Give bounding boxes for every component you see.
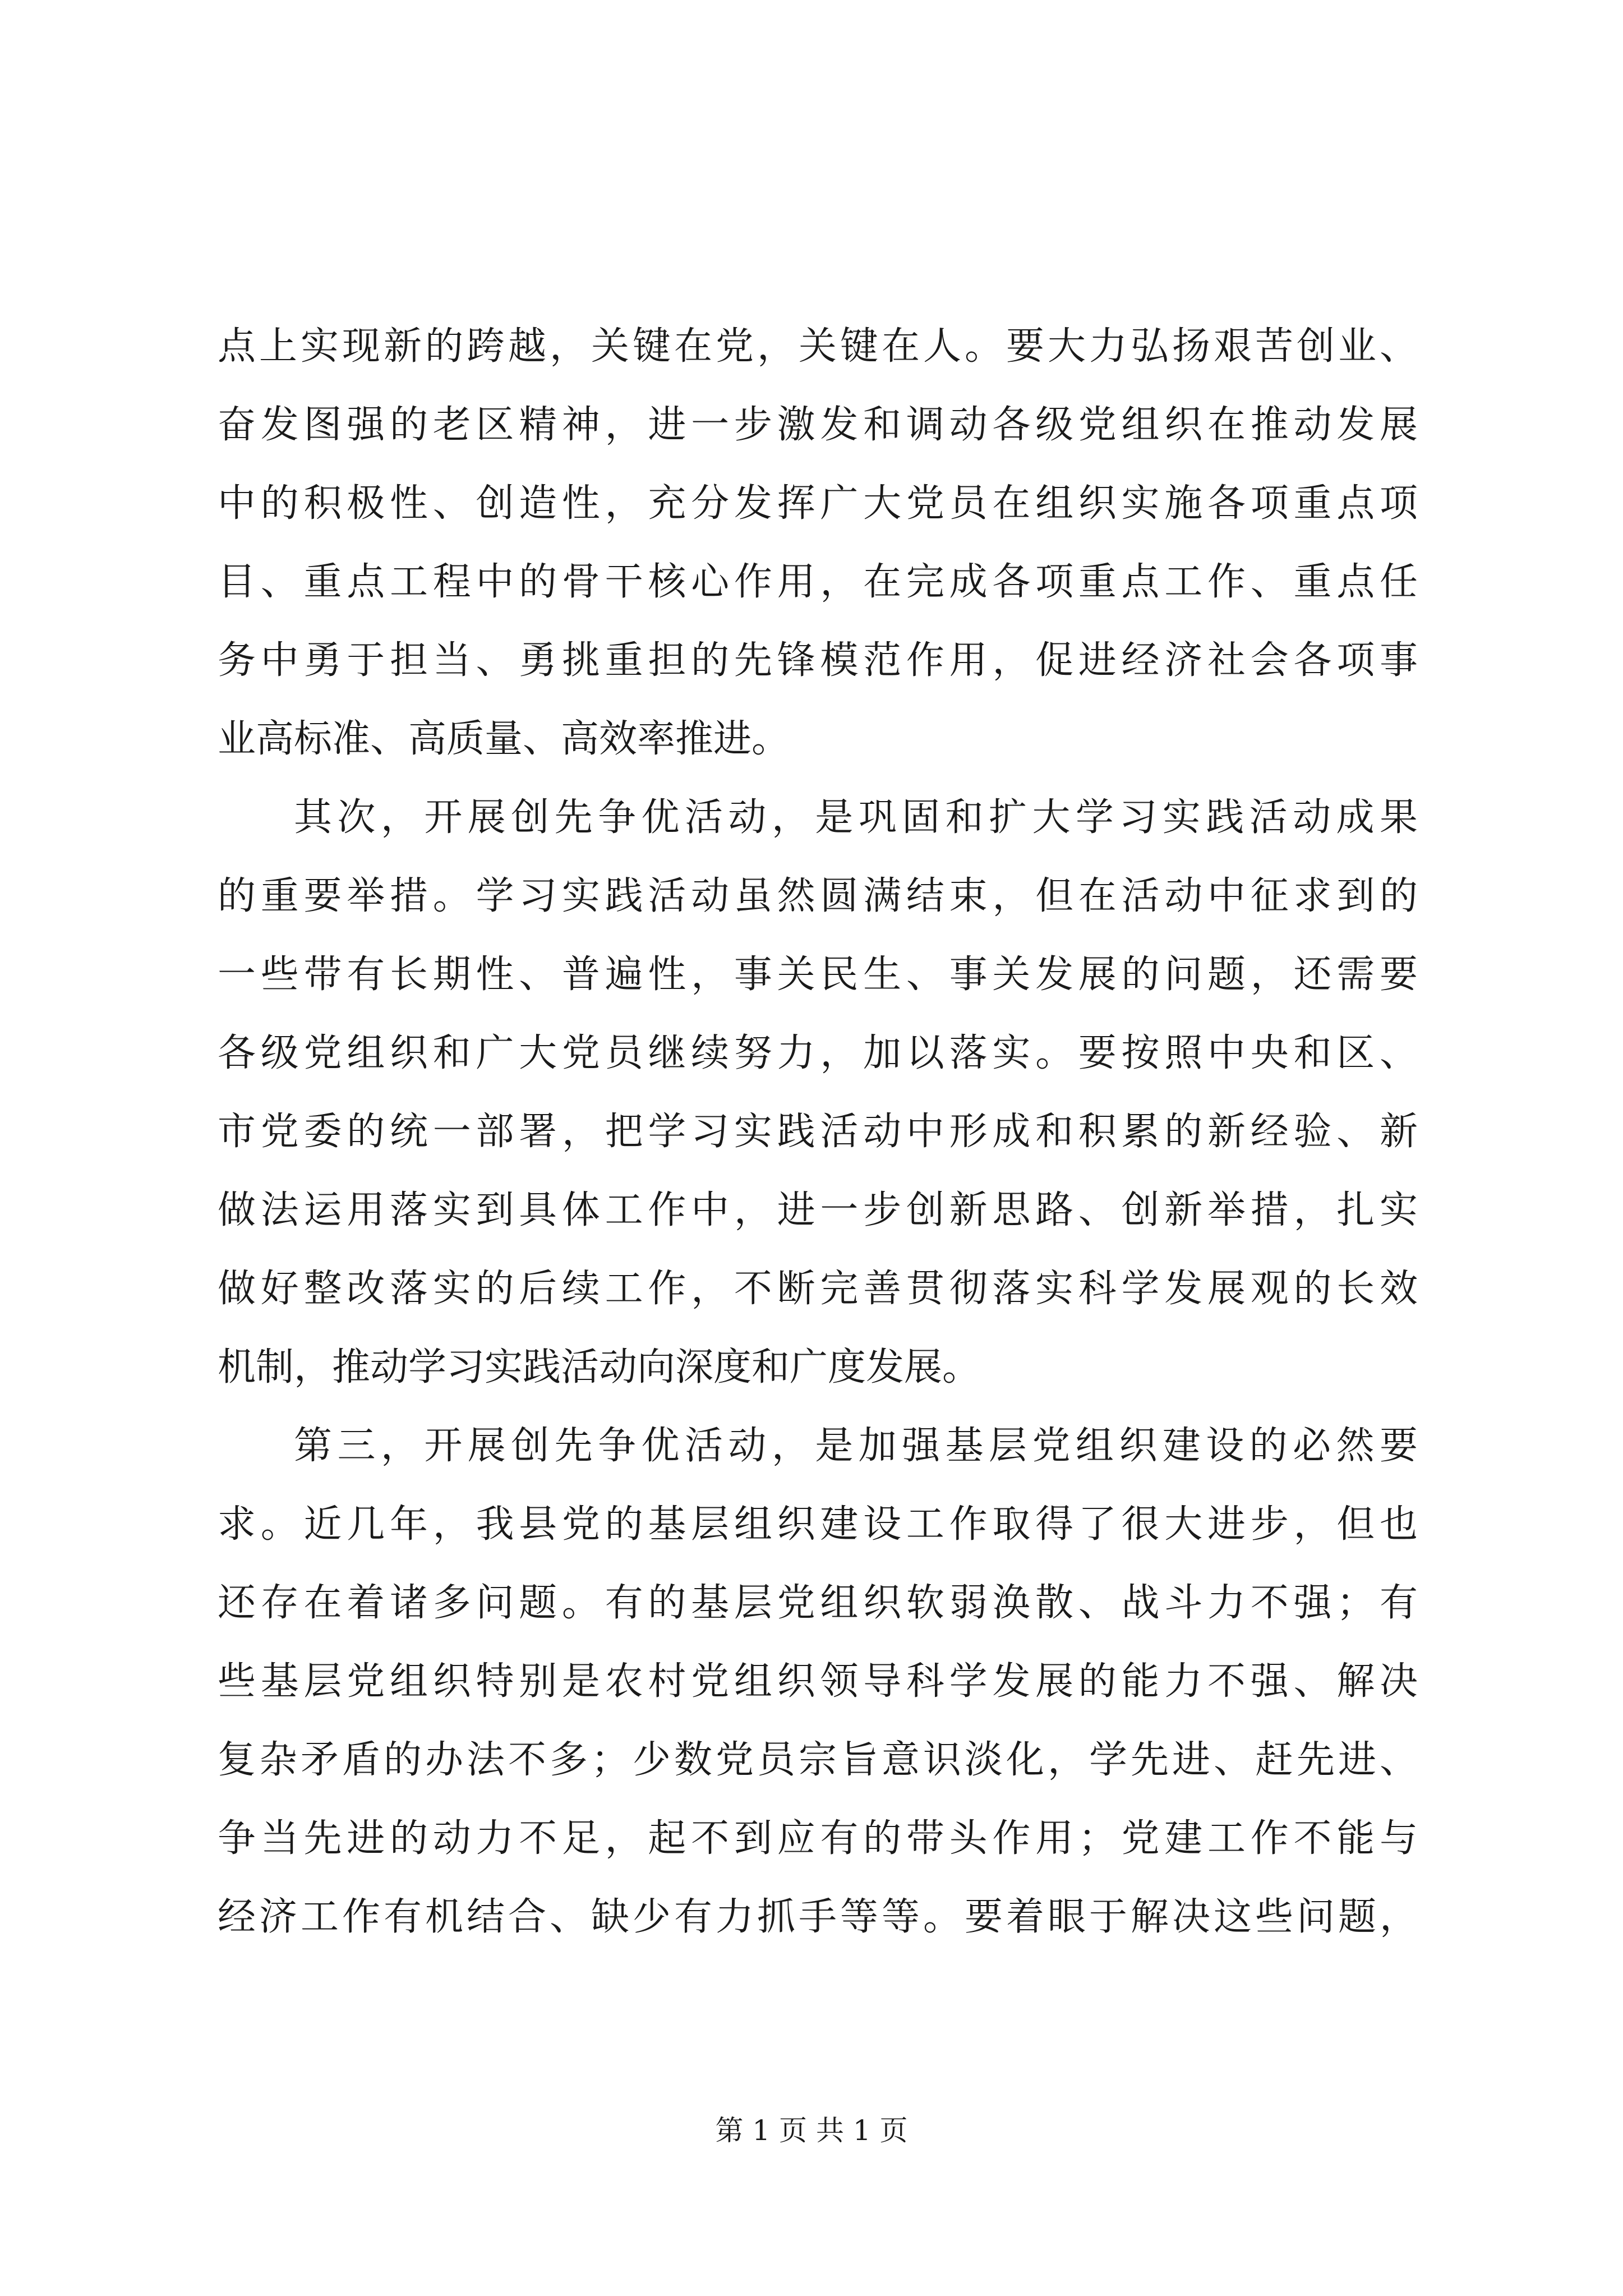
text-line: 业高标准、高质量、高效率推进。 (218, 717, 790, 761)
text-line: 求。近几年，我县党的基层组织建设工作取得了很大进步，但也 (218, 1502, 1418, 1547)
text-line: 市党委的统一部署，把学习实践活动中形成和积累的新经验、新 (218, 1110, 1418, 1154)
text-line: 些基层党组织特别是农村党组织领导科学发展的能力不强、解决 (218, 1659, 1418, 1704)
text-line: 务中勇于担当、勇挑重担的先锋模范作用，促进经济社会各项事 (218, 638, 1418, 683)
paragraph-2 (218, 779, 1418, 1407)
text-line: 争当先进的动力不足，起不到应有的带头作用；党建工作不能与 (218, 1816, 1418, 1861)
text-line: 各级党组织和广大党员继续努力，加以落实。要按照中央和区、 (218, 1031, 1418, 1075)
text-line: 还存在着诸多问题。有的基层党组织软弱涣散、战斗力不强；有 (218, 1581, 1418, 1625)
text-line: 做好整改落实的后续工作，不断完善贯彻落实科学发展观的长效 (218, 1267, 1418, 1311)
text-line: 的重要举措。学习实践活动虽然圆满结束，但在活动中征求到的 (218, 874, 1418, 918)
text-line: 其次，开展创先争优活动，是巩固和扩大学习实践活动成果 (294, 795, 1418, 840)
text-line: 机制，推动学习实践活动向深度和广度发展。 (218, 1345, 981, 1389)
text-line: 第三，开展创先争优活动，是加强基层党组织建设的必然要 (294, 1424, 1418, 1468)
text-line: 做法运用落实到具体工作中，进一步创新思路、创新举措，扎实 (218, 1188, 1418, 1232)
text-line: 复杂矛盾的办法不多；少数党员宗旨意识淡化，学先进、赶先进、 (218, 1738, 1418, 1782)
text-line: 奋发图强的老区精神，进一步激发和调动各级党组织在推动发展 (218, 403, 1418, 447)
paragraph-1 (218, 307, 1418, 779)
document-body (218, 307, 1418, 1957)
text-line: 中的积极性、创造性，充分发挥广大党员在组织实施各项重点项 (218, 481, 1418, 526)
text-line: 一些带有长期性、普遍性，事关民生、事关发展的问题，还需要 (218, 953, 1418, 997)
page-number-label: 第 1 页 共 1 页 (715, 2114, 908, 2147)
paragraph-3 (218, 1407, 1418, 1957)
text-line: 点上实现新的跨越，关键在党，关键在人。要大力弘扬艰苦创业、 (218, 324, 1418, 369)
text-line: 目、重点工程中的骨干核心作用，在完成各项重点工作、重点任 (218, 560, 1418, 604)
page-footer (0, 2114, 1623, 2147)
text-line: 经济工作有机结合、缺少有力抓手等等。要着眼于解决这些问题， (218, 1895, 1418, 1939)
